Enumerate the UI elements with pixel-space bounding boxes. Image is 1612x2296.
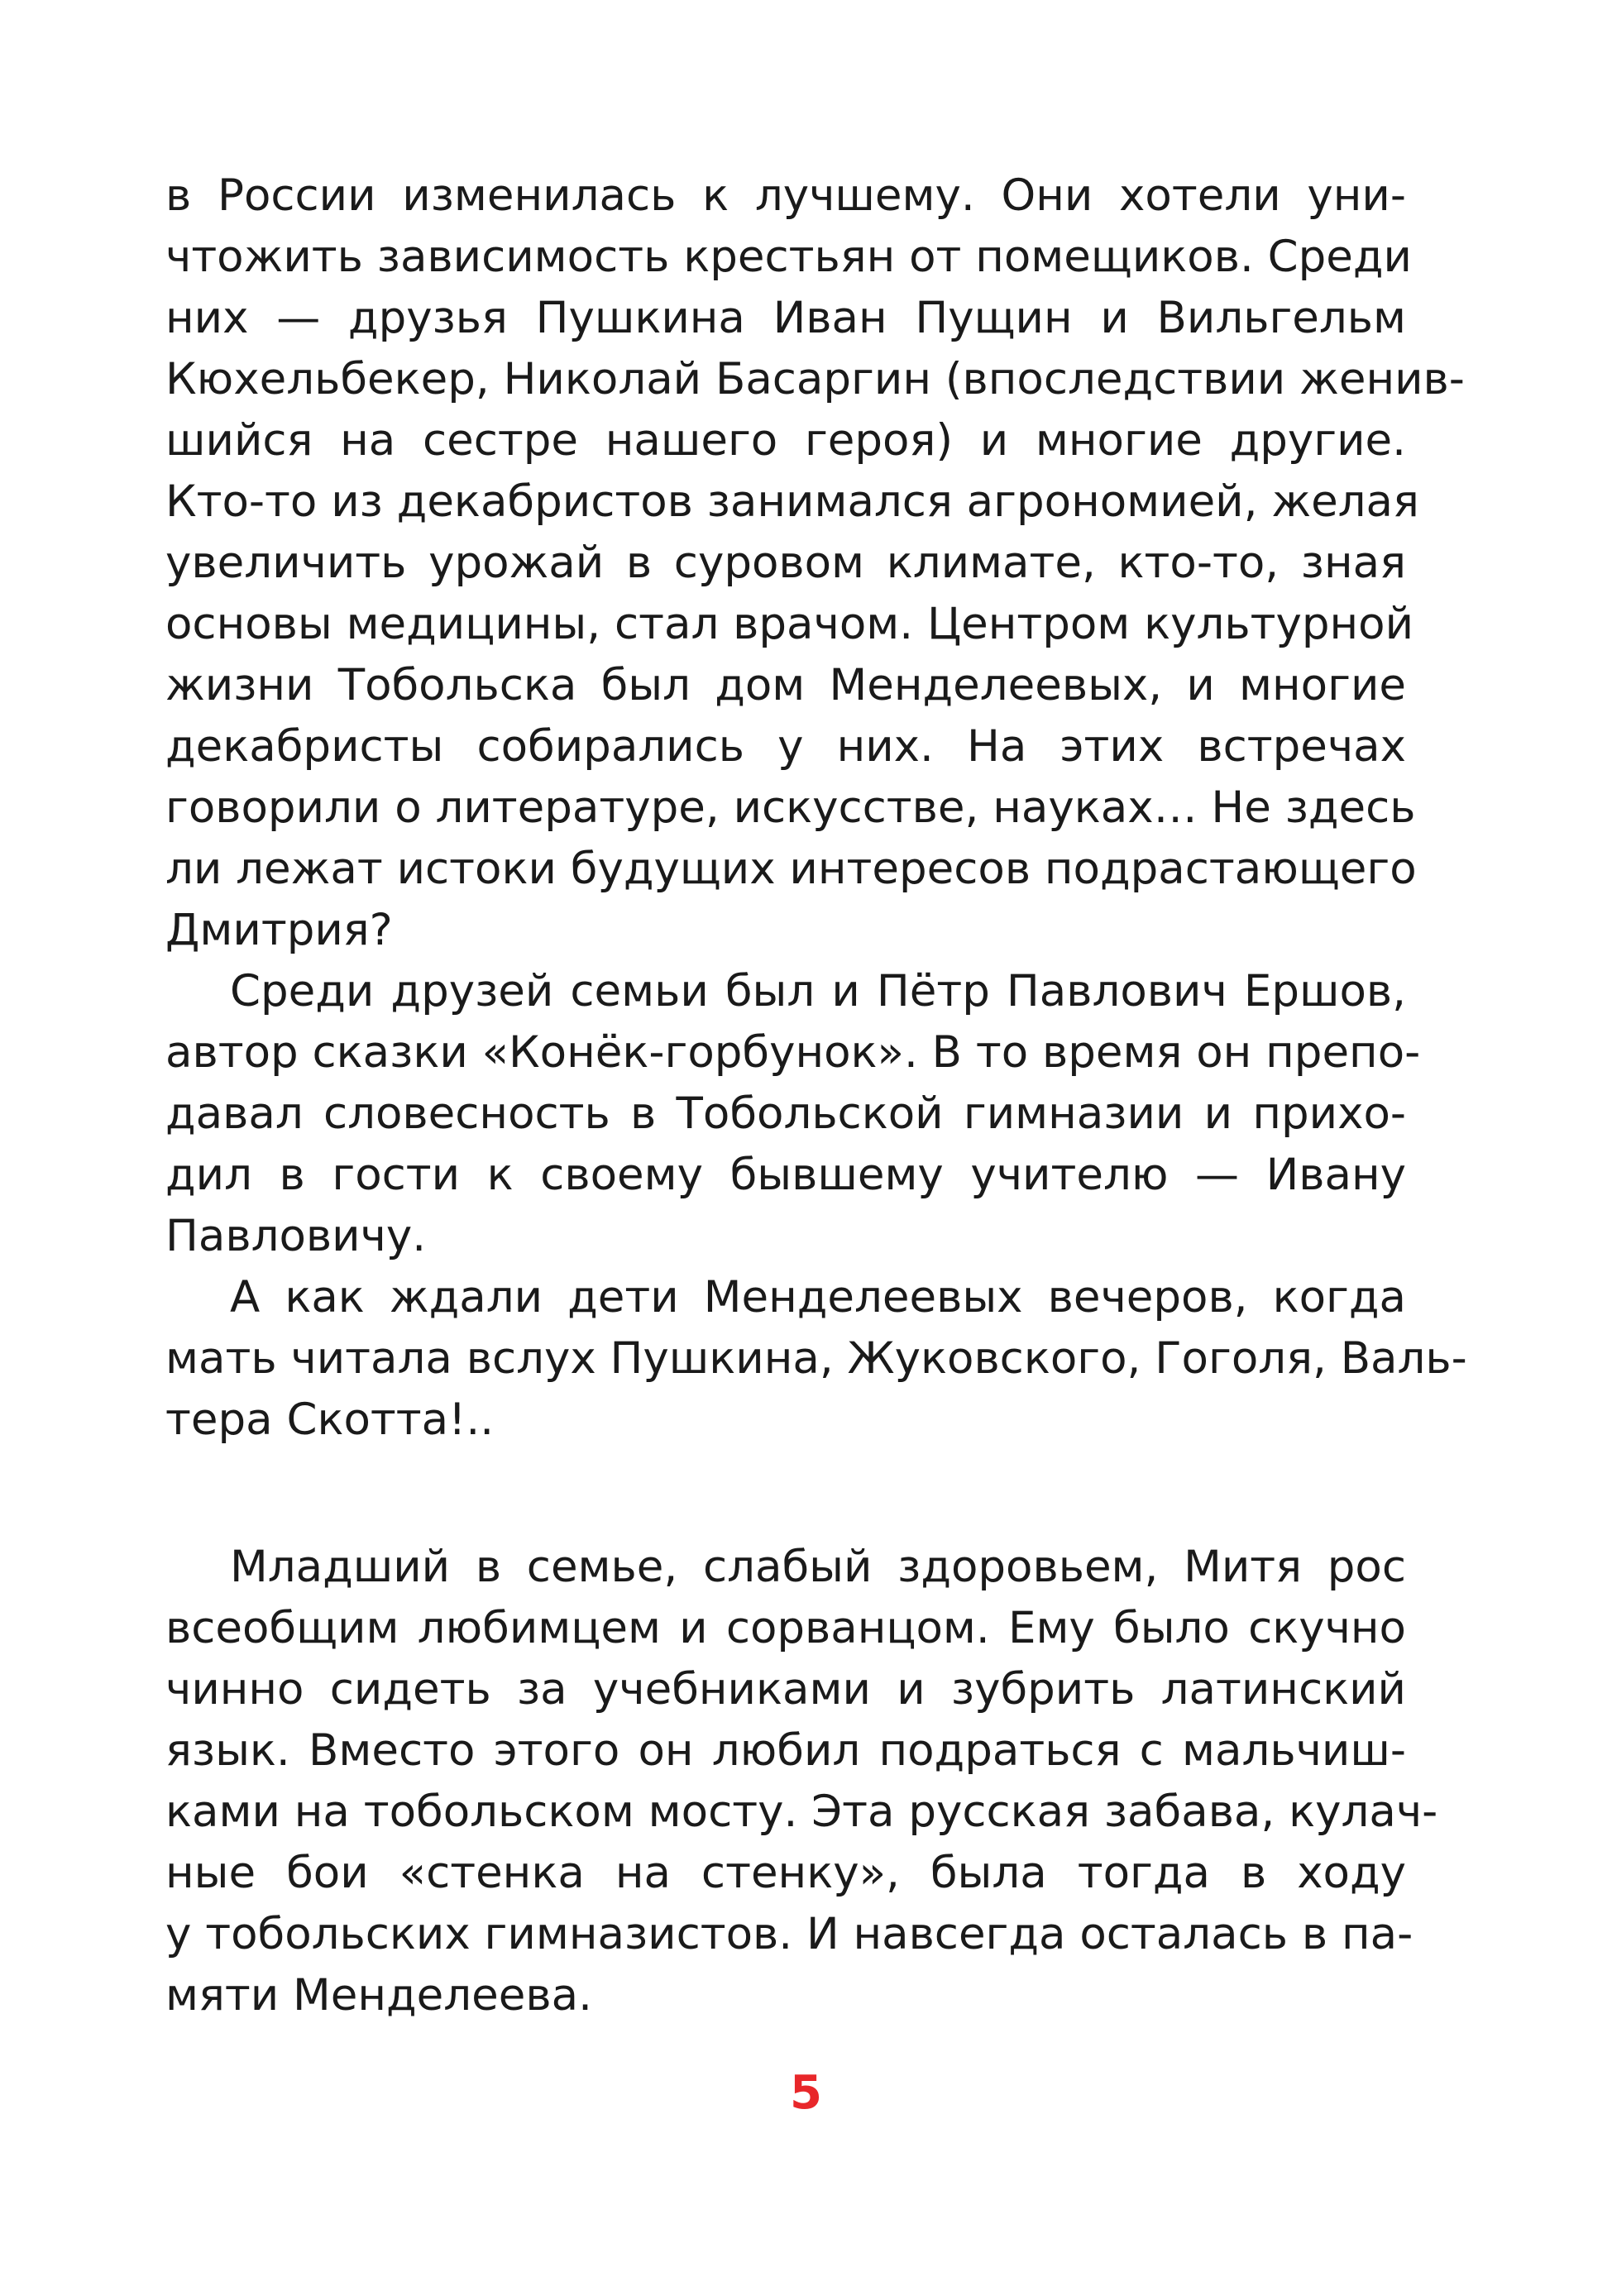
paragraph-4	[165, 1537, 1438, 2026]
text-section-2	[165, 1537, 1438, 2026]
text-line: них — друзья Пушкина Иван Пущин и Вильгельм	[165, 293, 1406, 343]
text-line: Павловичу.	[165, 1211, 427, 1261]
text-section-1	[165, 165, 1467, 1451]
text-line: Кюхельбекер, Николай Басаргин (впоследствии женив-	[165, 354, 1465, 404]
text-line: у тобольских гимназистов. И навсегда осталась в па-	[165, 1909, 1413, 1959]
text-line: Дмитрия?	[165, 905, 393, 955]
text-line: всеобщим любимцем и сорванцом. Ему было скучно	[165, 1603, 1406, 1653]
text-line: мать читала вслух Пушкина, Жуковского, Гоголя, Валь-	[165, 1333, 1467, 1384]
text-line: ные бои «стенка на стенку», была тогда в ходу	[165, 1848, 1406, 1898]
text-line: говорили о литературе, искусстве, науках… Не здесь	[165, 782, 1416, 833]
text-line: чтожить зависимость крестьян от помещиков. Среди	[165, 232, 1412, 282]
text-line: мяти Менделеева.	[165, 1970, 592, 2021]
text-line: в России изменилась к лучшему. Они хотели уни-	[165, 170, 1406, 221]
text-line: жизни Тобольска был дом Менделеевых, и многие	[165, 660, 1406, 710]
paragraph-1	[165, 165, 1465, 961]
paragraph-2	[165, 961, 1421, 1267]
text-line: увеличить урожай в суровом климате, кто-то, зная	[165, 538, 1406, 588]
page-number: 5	[790, 2066, 822, 2120]
text-line: шийся на сестре нашего героя) и многие другие.	[165, 415, 1406, 466]
text-line: А как ждали дети Менделеевых вечеров, когда	[230, 1272, 1406, 1323]
paragraph-3	[165, 1267, 1467, 1451]
text-line: давал словесность в Тобольской гимназии и прихо-	[165, 1088, 1406, 1139]
text-line: дил в гости к своему бывшему учителю — Ивану	[165, 1150, 1406, 1200]
text-line: тера Скотта!..	[165, 1394, 495, 1445]
text-line: ками на тобольском мосту. Эта русская забава, кулач-	[165, 1787, 1438, 1837]
text-line: Младший в семье, слабый здоровьем, Митя рос	[230, 1542, 1406, 1592]
text-line: ли лежат истоки будущих интересов подрастающего	[165, 844, 1417, 894]
text-line: декабристы собирались у них. На этих встречах	[165, 721, 1406, 772]
text-line: язык. Вместо этого он любил подраться с мальчиш-	[165, 1725, 1406, 1776]
text-line: Среди друзей семьи был и Пётр Павлович Ершов,	[230, 966, 1406, 1016]
text-line: Кто-то из декабристов занимался агрономией, желая	[165, 476, 1419, 527]
text-line: чинно сидеть за учебниками и зубрить латинский	[165, 1664, 1406, 1715]
text-line: основы медицины, стал врачом. Центром культурной	[165, 599, 1414, 649]
text-line: автор сказки «Конёк-горбунок». В то время он препо-	[165, 1027, 1421, 1078]
